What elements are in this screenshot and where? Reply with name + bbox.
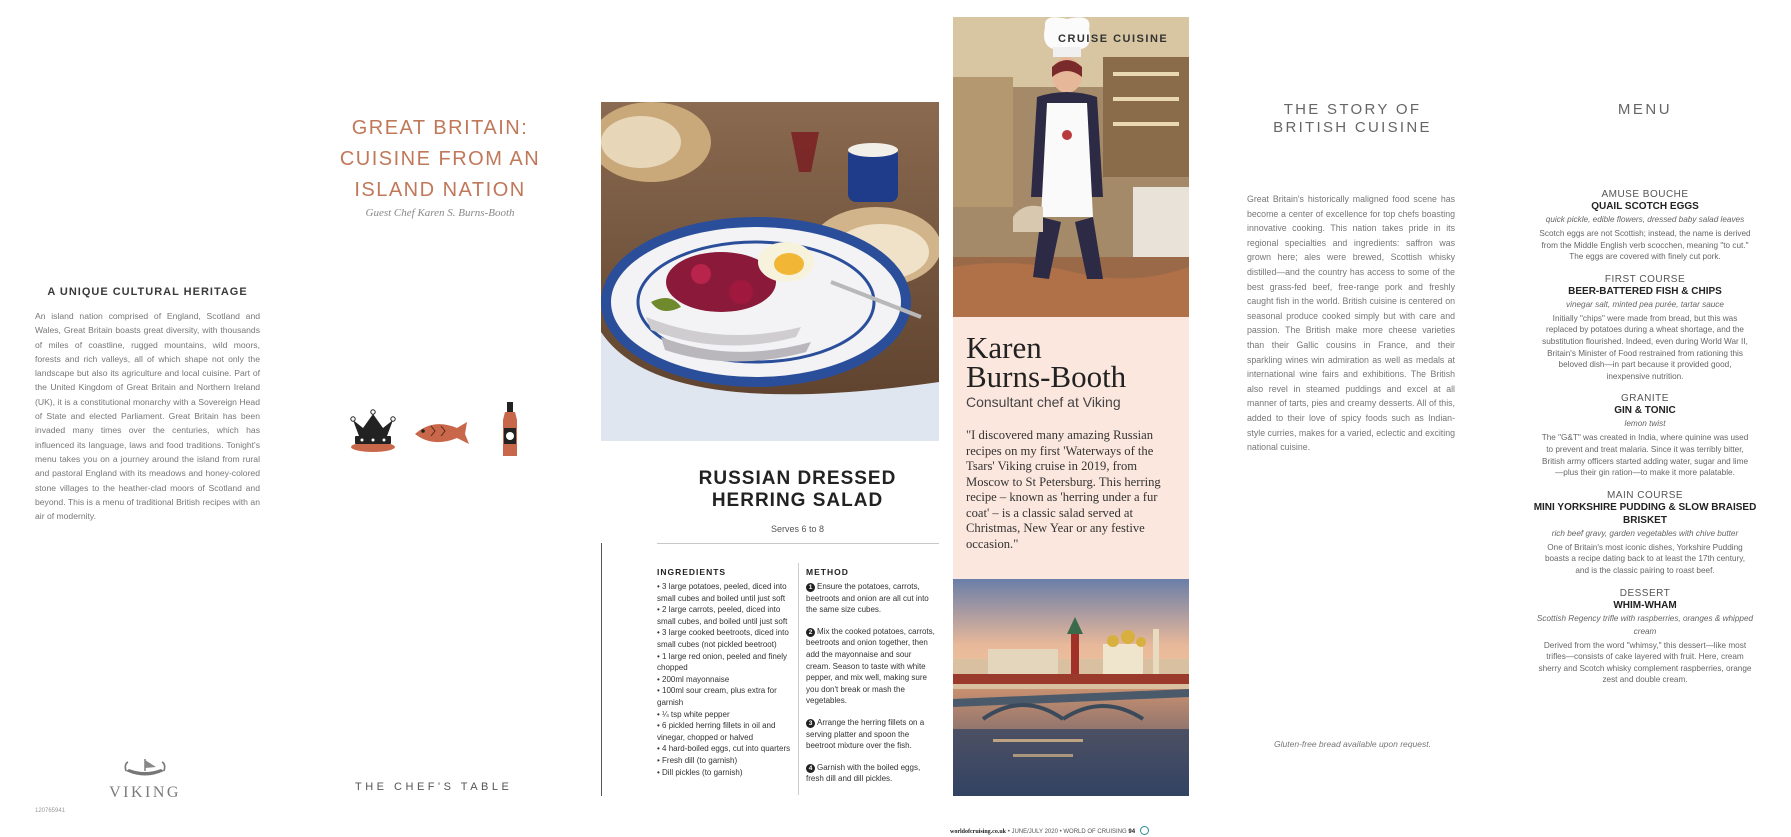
title-line: CUISINE FROM AN [339,148,541,170]
reference-code: 120765941 [35,808,66,814]
list-item: • 100ml sour cream, plus extra for garnish [657,686,777,707]
column-divider [798,563,799,795]
menu-heading: MENU [1617,101,1673,118]
step-text: Ensure the potatoes, carrots, beetroots and onion are all cut into the same size cubes. [806,582,929,615]
step-text: Arrange the herring fillets on a serving platter and spoon the beetroot mixture over the fish. [806,717,925,751]
section-label: CRUISE CUISINE [1058,33,1169,45]
footer-issue: • JUNE/JULY 2020 • [1007,829,1062,835]
gluten-free-note: Gluten-free bread available upon request. [1274,739,1431,749]
course-accompaniment: rich beef gravy, garden vegetables with chive butter [1551,528,1739,538]
page-footer [950,826,1180,835]
crown-icon [351,410,395,452]
course-category: FIRST COURSE [1604,273,1686,285]
method-heading: METHOD [806,567,849,577]
course-category: AMUSE BOUCHE [1601,189,1689,200]
menu-course [1530,490,1760,577]
course-category: GRANITE [1621,393,1669,405]
magazine-logo-icon [1140,826,1149,835]
step-number: 1 [806,583,815,592]
viking-wordmark: VIKING [109,784,181,801]
title-line: GREAT BRITAIN: [351,117,529,139]
icons-row [345,400,545,460]
whisky-bottle-icon [503,402,517,456]
title-line: RUSSIAN DRESSED [698,468,897,489]
chef-name [966,330,1181,394]
chef-portrait-photo [953,17,1189,317]
chef-name-line: Burns-Booth [966,359,1127,394]
course-description: Derived from the word "whimsy," this dessert—like most trifles—consists of cake layered with fruit. Here, cream sherry and Scotch whisky complement raspberries, orange zest and double cream. [1538,640,1752,685]
list-item: • ¼ tsp white pepper [657,709,730,719]
method-step [806,762,936,785]
course-accompaniment: vinegar salt, minted pea purée, tartar sauce [1566,299,1724,309]
page-title [330,113,550,206]
title-line: ISLAND NATION [354,179,526,201]
method-step [806,581,936,616]
step-number: 3 [806,719,815,728]
page-number: 94 [1128,829,1136,835]
herring-salad-photo [601,102,939,441]
heritage-body: An island nation comprised of England, Scotland and Wales, Great Britain boasts great diversity, with thousands of miles of coastline, rugged mountains, wild moors, forests and rich valleys, all of which shape not only the landscape but also its agriculture and local cuisine. Part of the United Kingdom of Great Britain and Northern Ireland (UK), it is a constitutional monarchy with a Sovereign Head of State and elected Parliament. Great Britain has been invaded many times over the centuries, which has influenced its language, laws and food traditions. Tonight's menu takes you on a journey around the island from rural and pastoral England with its meadows and honey-colored stone villages to the heather-clad moors of Scotland and beyond. This is a menu of traditional British recipes with an air of modernity. [35,311,260,522]
fish-icon [415,422,469,444]
title-line: THE STORY OF [1283,101,1422,118]
viking-logo [105,758,185,802]
menu-course [1530,588,1760,686]
course-description: One of Britain's most iconic dishes, Yorkshire Pudding boasts a recipe dating back to at least the 17th century, and is the classic pairing to roast beef. [1544,542,1746,575]
chef-role: Consultant chef at Viking [966,394,1121,410]
list-item: • 3 large potatoes, peeled, diced into small cubes and boiled until just soft [657,582,787,603]
chef-name-line: Karen [966,330,1042,365]
divider [657,543,939,544]
list-item: • Dill pickles (to garnish) [657,767,743,777]
course-name: BEER-BATTERED FISH & CHIPS [1568,285,1722,297]
title-line: BRITISH CUISINE [1273,119,1432,136]
method-list [806,581,936,795]
divider [601,543,602,796]
moscow-kremlin-photo [953,579,1189,796]
course-category: MAIN COURSE [1606,489,1684,501]
course-description: The "G&T" was created in India, where quinine was used to prevent and treat malaria. Since it was terribly bitter, British army officers started adding water, sugar and lime—plus their gin ration—to make it more palatable. [1541,433,1749,478]
course-name: WHIM-WHAM [1613,599,1677,611]
list-item: • 1 large red onion, peeled and finely chopped [657,651,788,673]
footer-magazine: WORLD OF CRUISING [1063,829,1127,835]
ingredients-heading: INGREDIENTS [657,567,727,577]
step-text: Mix the cooked potatoes, carrots, beetroots and onion together, then add the mayonnaise and sour cream. Season to taste with white pepper, and mix well, making sure you don't break or mash the vegetables. [806,626,935,706]
course-accompaniment: lemon twist [1624,419,1666,429]
footer-site: worldofcruising.co.uk [950,829,1007,835]
step-text: Garnish with the boiled eggs, fresh dill and dill pickles. [806,762,921,784]
menu-course [1530,393,1760,478]
step-number: 4 [806,764,815,773]
menu-list [1530,189,1760,697]
recipe-title [650,468,945,512]
chefs-table-label: THE CHEF'S TABLE [355,781,513,793]
course-name: QUAIL SCOTCH EGGS [1591,201,1699,212]
story-body: Great Britain's historically maligned food scene has become a center of excellence for top chefs boasting innovative cooking. This nation takes pride in its regional specialties and ingredients: saffron was grown here; ales were brewed, Scottish whisky distilled—and the country has access to some of the best grass-fed beef, free-range pork and freshly caught fish in the world. British cuisine is centered on seasonal produce cooked simply but with care and passion. The British make more cheese varieties than their Gallic cousins in France, and their sparkling wines win admiration as well as medals at international wine fairs and exhibitions. The British also revel in steamed puddings and excel at all manner of tarts, pies and creamy desserts. All of this, added to their love of spicy foods such as Indian-style curries, makes for a varied, eclectic and exciting national cuisine. [1247,194,1455,453]
course-category: DESSERT [1619,587,1671,599]
chef-quote: "I discovered many amazing Russian recipes on my first 'Waterways of the Tsars' Viking cruise in 2019, from Moscow to St Petersburg. This herring recipe – known as 'herring under a fur coat' – is a classic salad served at Christmas, New Year or any festive occasion." [966,428,1161,551]
method-step [806,626,936,707]
menu-course [1530,274,1760,383]
menu-course [1530,189,1760,263]
longship-icon [123,758,167,778]
method-step [806,717,936,752]
heritage-heading: A UNIQUE CULTURAL HERITAGE [47,286,248,298]
course-accompaniment: Scottish Regency trifle with raspberries, oranges & whipped cream [1536,613,1754,636]
ingredients-list [657,581,793,778]
step-number: 2 [806,628,815,637]
list-item: • 2 large carrots, peeled, diced into small cubes, and boiled until just soft [657,605,788,626]
title-line: HERRING SALAD [711,490,884,511]
list-item: • Fresh dill (to garnish) [657,755,738,765]
guest-chef-subtitle: Guest Chef Karen S. Burns-Booth [365,207,515,219]
course-description: Scotch eggs are not Scottish; instead, the name is derived from the Middle English verb scocchen, meaning "to cut." The eggs are covered with finely cut pork. [1539,229,1751,262]
course-description: Initially "chips" were made from bread, but this was replaced by potatoes during a wheat shortage, and the substitution flourished. Indeed, even during World War II, Britain's Minister of Food restrained from rationing this beloved dish—in part because it provided good, inexpensive nutrition. [1542,313,1748,381]
serves-label: Serves 6 to 8 [770,524,825,534]
list-item: • 3 large cooked beetroots, diced into small cubes (not pickled beetroot) [657,628,789,649]
story-heading [1250,101,1455,137]
course-name: GIN & TONIC [1614,405,1676,417]
list-item: • 6 pickled herring fillets in oil and vinegar, chopped or halved [657,721,776,742]
list-item: • 200ml mayonnaise [657,674,730,684]
list-item: • 4 hard-boiled eggs, cut into quarters [657,744,791,754]
course-name: MINI YORKSHIRE PUDDING & SLOW BRAISED BRISKET [1533,501,1757,526]
course-accompaniment: quick pickle, edible flowers, dressed baby salad leaves [1545,215,1745,224]
